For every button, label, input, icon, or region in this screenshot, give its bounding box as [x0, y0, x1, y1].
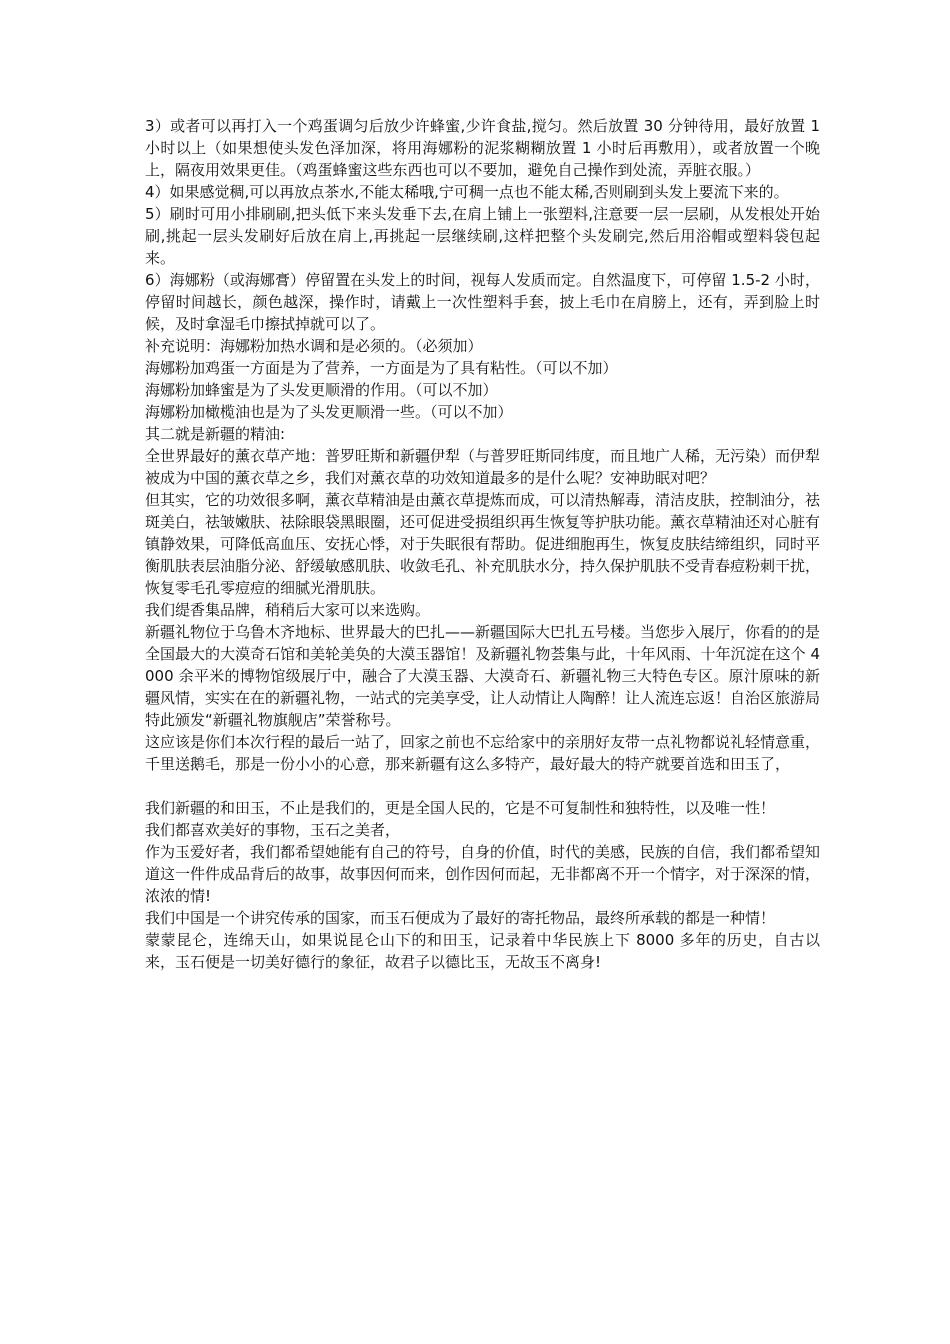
paragraph-beauty: 我们都喜欢美好的事物，玉石之美者， — [145, 821, 401, 839]
paragraph-last-stop: 这应该是你们本次行程的最后一站了，回家之前也不忘给家中的亲朋好友带一点礼物都说礼轻情意重，千里送鹅毛，那是一份小小的心意，那来新疆有这么多特产，最好最大的特产就要首选和田玉了， — [145, 733, 821, 773]
paragraph-jade-lover: 作为玉爱好者，我们都希望她能有自己的符号，自身的价值，时代的美感，民族的自信，我们都希望知道这一件件成品背后的故事，故事因何而来，创作因何而起，无非都离不开一个情字，对于深深的情，浓浓的情! — [145, 843, 821, 905]
paragraph-olive-oil-note: 海娜粉加橄榄油也是为了头发更顺滑一些。（可以不加） — [145, 403, 513, 421]
paragraph-supplement: 补充说明：海娜粉加热水调和是必须的。（必须加） — [145, 337, 483, 355]
paragraph-inheritance: 我们中国是一个讲究传承的国家，而玉石便成为了最好的寄托物品，最终所承载的都是一种情！ — [145, 909, 776, 927]
paragraph-hetian-jade: 我们新疆的和田玉，不止是我们的，更是全国人民的，它是不可复制性和独特性，以及唯一性！ — [145, 799, 776, 817]
paragraph-essential-oil-heading: 其二就是新疆的精油: — [145, 425, 286, 443]
blank-line — [145, 775, 820, 797]
paragraph-step-6: 6）海娜粉（或海娜膏）停留置在头发上的时间，视每人发质而定。自然温度下，可停留 1.5-2 小时，停留时间越长，颜色越深，操作时，请戴上一次性塑料手套，披上毛巾在肩膀上，还有，弄到脸上时候，及时拿湿毛巾擦拭掉就可以了。 — [145, 271, 820, 333]
paragraph-brand: 我们缇香集品牌，稍稍后大家可以来选购。 — [145, 601, 431, 619]
paragraph-step-5: 5）刷时可用小排刷刷,把头低下来头发垂下去,在肩上铺上一张塑料,注意要一层一层刷，从发根处开始刷,挑起一层头发刷好后放在肩上,再挑起一层继续刷,这样把整个头发刷完,然后用浴帽或塑料袋包起来。 — [145, 205, 820, 267]
paragraph-lavender-benefits: 但其实，它的功效很多啊，薰衣草精油是由薰衣草提炼而成，可以清热解毒，清洁皮肤，控制油分，祛斑美白，祛皱嫩肤、祛除眼袋黑眼圈，还可促进受损组织再生恢复等护肤功能。薰衣草精油还对心脏有镇静效果，可降低高血压、安抚心悸，对于失眠很有帮助。促进细胞再生，恢复皮肤结缔组织，同时平衡肌肤表层油脂分泌、舒缓敏感肌肤、收敛毛孔、补充肌肤水分，持久保护肌肤不受青春痘粉刺干扰，恢复零毛孔零痘痘的细腻光滑肌肤。 — [145, 491, 821, 597]
paragraph-egg-note: 海娜粉加鸡蛋一方面是为了营养，一方面是为了具有粘性。（可以不加） — [145, 359, 618, 377]
paragraph-lavender-origin: 全世界最好的薰衣草产地：普罗旺斯和新疆伊犁（与普罗旺斯同纬度，而且地广人稀，无污染）而伊犁被成为中国的薰衣草之乡，我们对薰衣草的功效知道最多的是什么呢？安神助眠对吧？ — [145, 447, 821, 487]
paragraph-honey-note: 海娜粉加蜂蜜是为了头发更顺滑的作用。（可以不加） — [145, 381, 498, 399]
paragraph-xinjiang-gift: 新疆礼物位于乌鲁木齐地标、世界最大的巴扎——新疆国际大巴扎五号楼。当您步入展厅，你看的的是全国最大的大漠奇石馆和美轮美奂的大漠玉器馆！及新疆礼物荟集与此，十年风雨、十年沉淀在这个 4000 余平米的博物馆级展厅中，融合了大漠玉器、大漠奇石、新疆礼物三大特色专区。原汁原味的新疆风情，实实在在的新疆礼物，一站式的完美享受，让人动情让人陶醉！让人流连忘返！自治区旅游局特此颁发“新疆礼物旗舰店”荣誉称号。 — [145, 623, 821, 729]
paragraph-step-4: 4）如果感觉稠,可以再放点茶水,不能太稀哦,宁可稠一点也不能太稀,否则刷到头发上要流下来的。 — [145, 183, 789, 201]
paragraph-step-3: 3）或者可以再打入一个鸡蛋调匀后放少许蜂蜜,少许食盐,搅匀。然后放置 30 分钟待用，最好放置 1 小时以上（如果想使头发色泽加深，将用海娜粉的泥浆糊糊放置 1 小时后再敷用），或者放置一个晚上，隔夜用效果更佳。（鸡蛋蜂蜜这些东西也可以不要加，避免自己操作到处流，弄脏衣服。） — [145, 117, 820, 179]
paragraph-kunlun: 蒙蒙昆仑，连绵天山，如果说昆仑山下的和田玉，记录着中华民族上下 8000 多年的历史，自古以来，玉石便是一切美好德行的象征，故君子以德比玉，无故玉不离身! — [145, 931, 820, 971]
document-body — [145, 115, 820, 973]
